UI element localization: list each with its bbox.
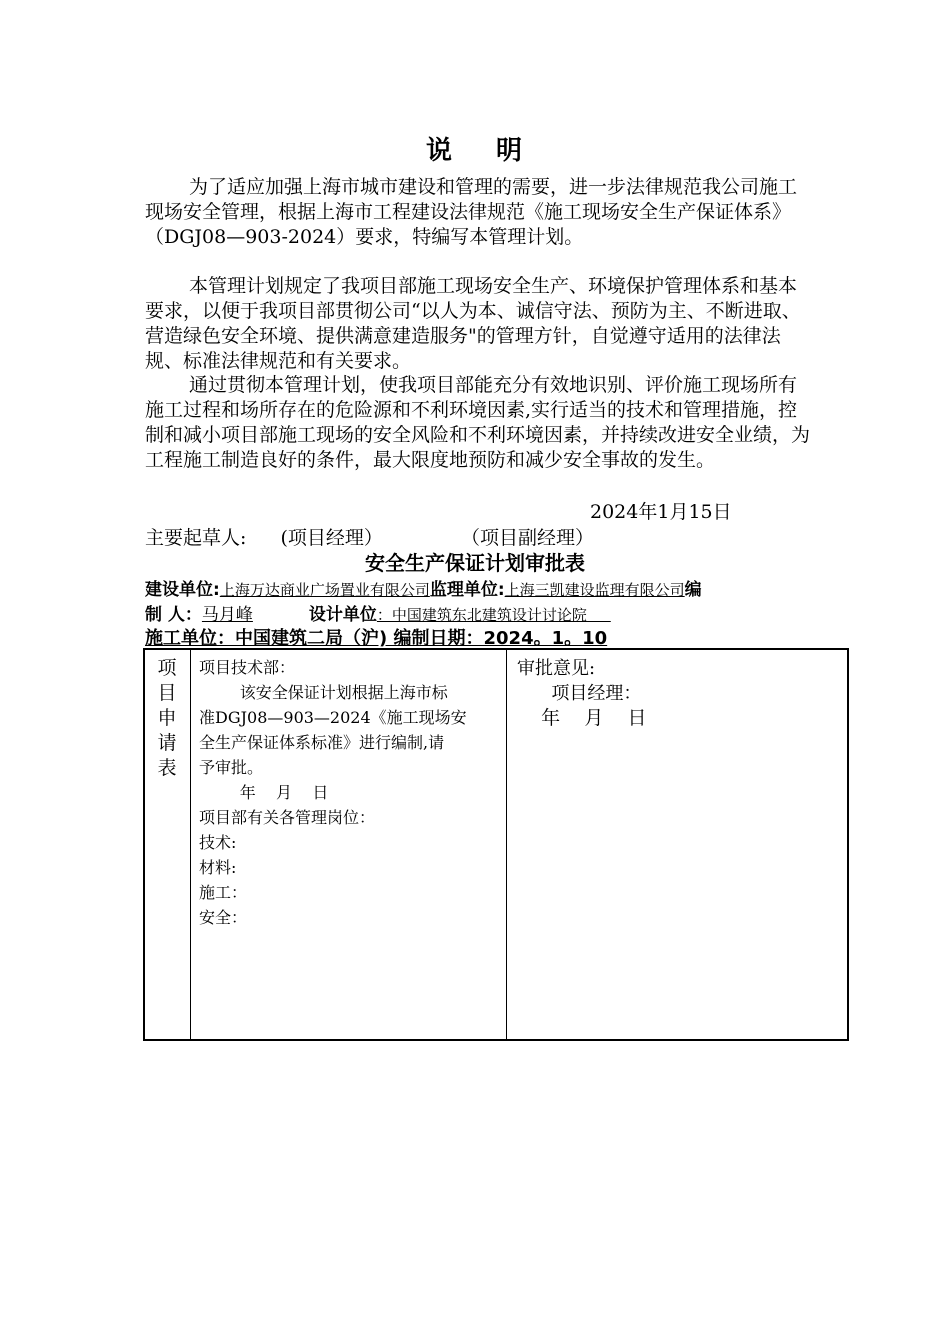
cell-line: 材料: <box>199 858 237 877</box>
supervisor-value: 上海三凯建设监理有限公司 <box>504 581 685 599</box>
cell-line: 技术: <box>199 833 237 852</box>
intro-paragraph-3: 通过贯彻本管理计划，使我项目部能充分有效地识别、评价施工现场所有施工过程和场所存在的危险源和不利环境因素,实行适当的技术和管理措施，控制和减小项目部施工现场的安全风险和不利环境因素，并持续改进安全业绩，为工程施工制造良好的条件，最大限度地预防和减少安全事故的发生。 <box>145 374 811 471</box>
compiler-label-part-b: 制 人： <box>145 605 202 625</box>
cell-line: 年 月 日 <box>199 783 329 802</box>
drafter-label: 主要起草人: <box>145 527 247 549</box>
design-label: 设计单位 <box>308 605 377 625</box>
owner-label: 建设单位: <box>145 580 220 600</box>
compiler-design-line <box>145 600 825 625</box>
title-char-2: 明 <box>496 136 525 166</box>
cell-line: 施工： <box>199 883 248 902</box>
opinion-line: 项目经理： <box>517 683 642 704</box>
side-char: 项 <box>157 657 177 679</box>
design-value: ：中国建筑东北建筑设计讨论院 <box>376 606 611 624</box>
owner-value: 上海万达商业广场置业有限公司 <box>219 581 430 599</box>
opinion-line: 审批意见: <box>517 658 596 679</box>
intro-paragraph-1: 为了适应加强上海市城市建设和管理的需要，进一步法律规范我公司施工现场安全管理，根据上海市工程建设法律规范《施工现场安全生产保证体系》（DGJ08—903-2024）要求，特编写本管理计划。 <box>145 176 798 248</box>
application-cell <box>191 650 507 1039</box>
drafter-line <box>145 523 594 550</box>
title-char-1: 说 <box>425 136 454 166</box>
document-title <box>0 130 950 167</box>
cell-line: 全生产保证体系标准》进行编制,请 <box>199 733 445 752</box>
compiler-label-part-a: 编 <box>684 580 702 600</box>
drafter-project-manager: (项目经理） <box>280 527 383 549</box>
cell-line: 项目部有关各管理岗位： <box>199 808 376 827</box>
side-char: 申 <box>157 707 177 729</box>
approval-table <box>143 648 849 1041</box>
table-side-header <box>145 650 191 1039</box>
cell-line: 安全： <box>199 908 248 927</box>
cell-line: 项目技术部： <box>199 658 296 677</box>
owner-supervisor-line <box>145 575 825 600</box>
contractor-date-line: 施工单位：中国建筑二局（沪) 编制日期：2024。1。10 <box>145 628 608 649</box>
side-char: 表 <box>157 757 177 779</box>
intro-paragraph-2: 本管理计划规定了我项目部施工现场安全生产、环境保护管理体系和基本要求，以便于我项目部贯彻公司“以人为本、诚信守法、预防为主、不断进取、营造绿色安全环境、提供满意建造服务"的管理方针，自觉遵守适用的法律法规、标准法律规范和有关要求。 <box>145 275 801 372</box>
compiler-value: 马月峰 <box>201 605 253 625</box>
side-char: 目 <box>157 682 177 704</box>
cell-line: 准DGJ08—903—2024《施工现场安 <box>199 708 467 727</box>
cell-line: 该安全保证计划根据上海市标 <box>199 683 448 702</box>
side-char: 请 <box>157 732 177 754</box>
drafter-deputy-manager: （项目副经理） <box>461 527 595 549</box>
cell-line: 予审批。 <box>199 758 264 777</box>
opinion-line: 年 月 日 <box>517 707 647 729</box>
document-date: 2024年1月15日 <box>590 501 732 523</box>
approval-form-title: 安全生产保证计划审批表 <box>365 551 585 575</box>
supervisor-label: 监理单位: <box>429 580 505 600</box>
